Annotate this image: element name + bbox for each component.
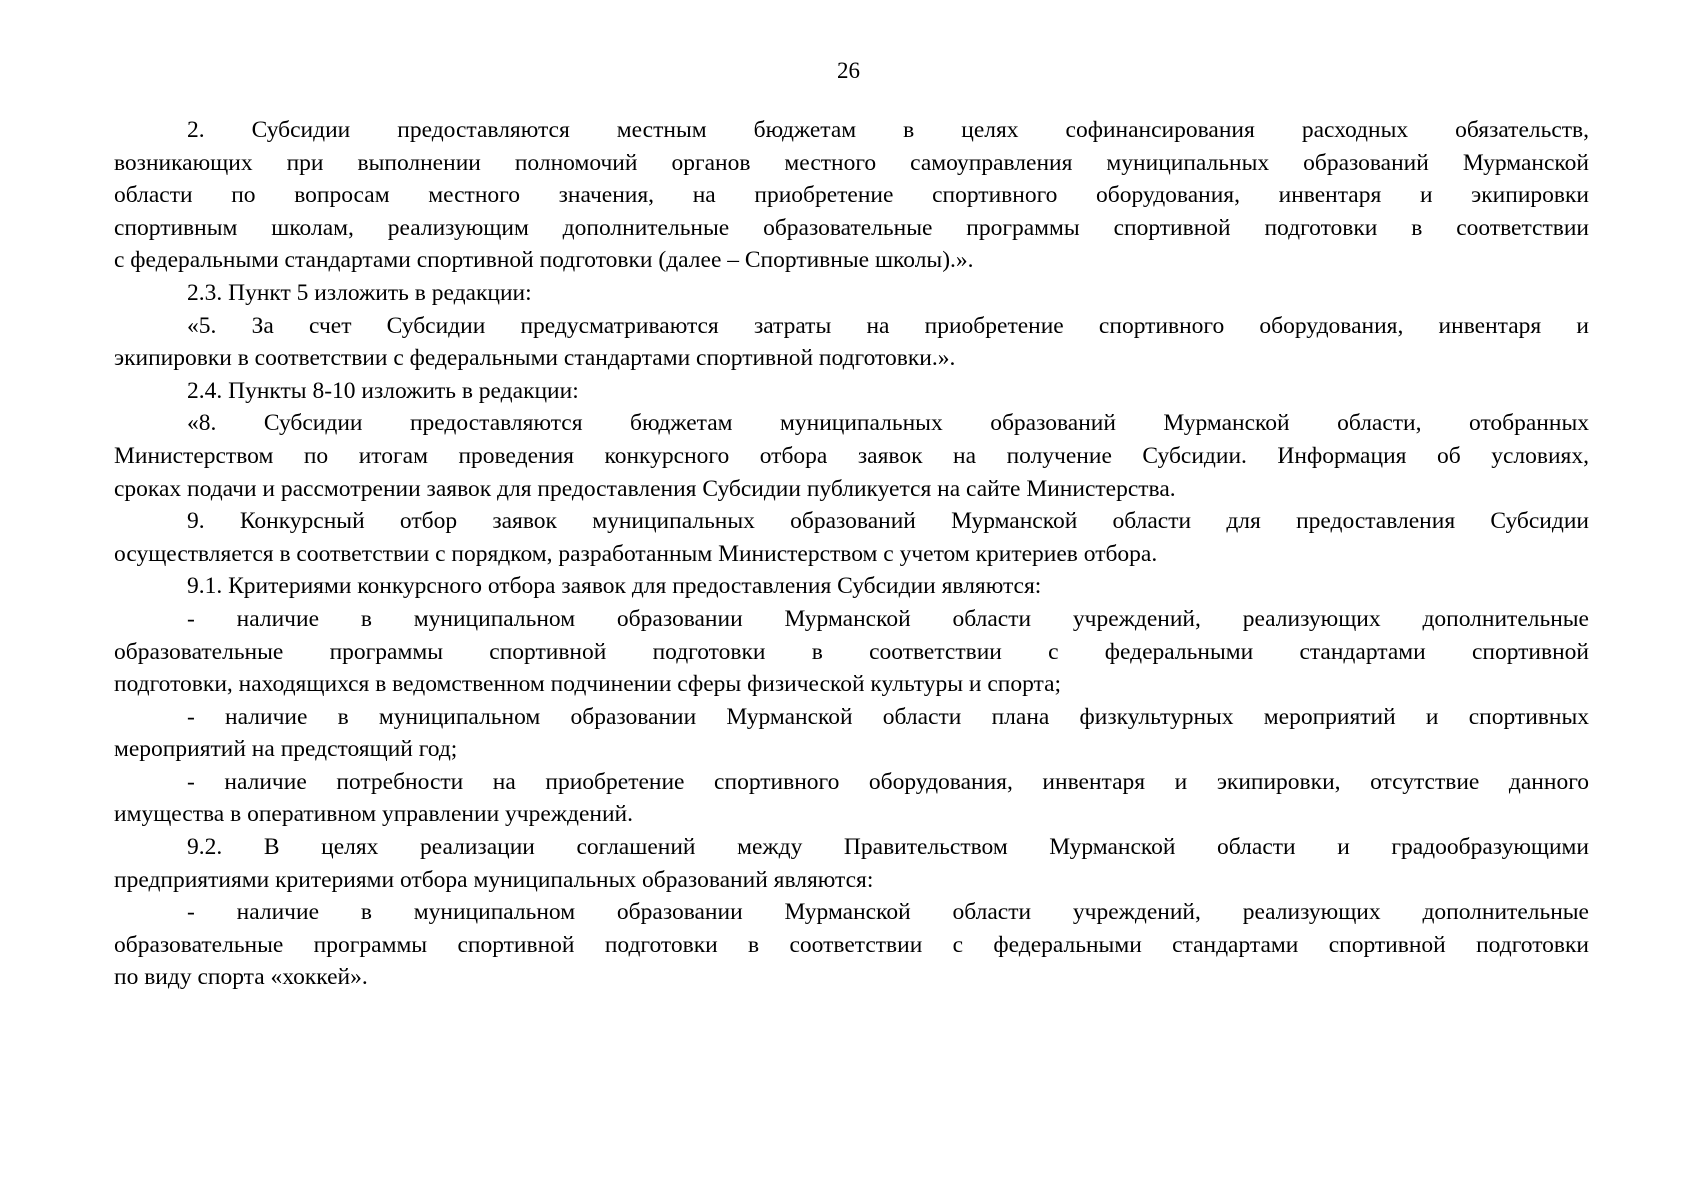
text-line: 9.2. В целях реализации соглашений между Правительством Мурманской области и градообразующими [187, 834, 1589, 861]
text-line: - наличие в муниципальном образовании Мурманской области учреждений, реализующих дополнительные [187, 605, 1589, 632]
paragraph [114, 114, 1589, 277]
text-line: мероприятий на предстоящий год; [114, 736, 458, 763]
text-line: - наличие в муниципальном образовании Мурманской области учреждений, реализующих дополнительные [187, 899, 1589, 926]
text-line: 2.4. Пункты 8-10 изложить в редакции: [187, 377, 579, 404]
text-line: 2. Субсидии предоставляются местным бюджетам в целях софинансирования расходных обязательств, [187, 117, 1589, 143]
paragraph [114, 766, 1589, 831]
text-line: 9.1. Критериями конкурсного отбора заявок для предоставления Субсидии являются: [187, 573, 1042, 600]
text-line: предприятиями критериями отбора муниципальных образований являются: [114, 866, 874, 893]
text-line: «8. Субсидии предоставляются бюджетам муниципальных образований Мурманской области, отобранных [187, 410, 1589, 437]
text-line: возникающих при выполнении полномочий органов местного самоуправления муниципальных образований Мурманской [114, 149, 1589, 176]
text-line: - наличие в муниципальном образовании Мурманской области плана физкультурных мероприятий и спортивных [187, 703, 1589, 730]
paragraph [114, 375, 1589, 408]
text-line: - наличие потребности на приобретение спортивного оборудования, инвентаря и экипировки, отсутствие данного [187, 768, 1589, 795]
paragraph [114, 701, 1589, 766]
text-line: области по вопросам местного значения, на приобретение спортивного оборудования, инвентаря и экипировки [114, 182, 1589, 209]
text-line: «5. За счет Субсидии предусматриваются затраты на приобретение спортивного оборудования, инвентаря и [187, 312, 1589, 339]
document-body [114, 114, 1589, 994]
paragraph [114, 277, 1589, 310]
paragraph [114, 505, 1589, 570]
text-line: по виду спорта «хоккей». [114, 964, 368, 991]
text-line: 9. Конкурсный отбор заявок муниципальных образований Мурманской области для предоставления Субсидии [187, 508, 1589, 535]
text-line: с федеральными стандартами спортивной подготовки (далее – Спортивные школы).». [114, 247, 974, 274]
text-line: сроках подачи и рассмотрении заявок для предоставления Субсидии публикуется на сайте Министерства. [114, 475, 1176, 502]
paragraph [114, 310, 1589, 375]
paragraph [114, 896, 1589, 994]
text-line: подготовки, находящихся в ведомственном подчинении сферы физической культуры и спорта; [114, 671, 1062, 698]
paragraph [114, 831, 1589, 896]
text-line: образовательные программы спортивной подготовки в соответствии с федеральными стандартами спортивной подготовки [114, 931, 1589, 958]
text-line: экипировки в соответствии с федеральными стандартами спортивной подготовки.». [114, 345, 956, 372]
text-line: 2.3. Пункт 5 изложить в редакции: [187, 279, 532, 306]
text-line: имущества в оперативном управлении учреждений. [114, 801, 633, 828]
text-line: осуществляется в соответствии с порядком, разработанным Министерством с учетом критериев отбора. [114, 540, 1158, 567]
paragraph [114, 603, 1589, 701]
text-line: Министерством по итогам проведения конкурсного отбора заявок на получение Субсидии. Информация об условиях, [114, 442, 1589, 469]
page-number: 26 [837, 58, 860, 83]
text-line: спортивным школам, реализующим дополнительные образовательные программы спортивной подготовки в соответствии [114, 214, 1589, 241]
paragraph [114, 570, 1589, 603]
paragraph [114, 407, 1589, 505]
text-line: образовательные программы спортивной подготовки в соответствии с федеральными стандартами спортивной [114, 638, 1589, 665]
